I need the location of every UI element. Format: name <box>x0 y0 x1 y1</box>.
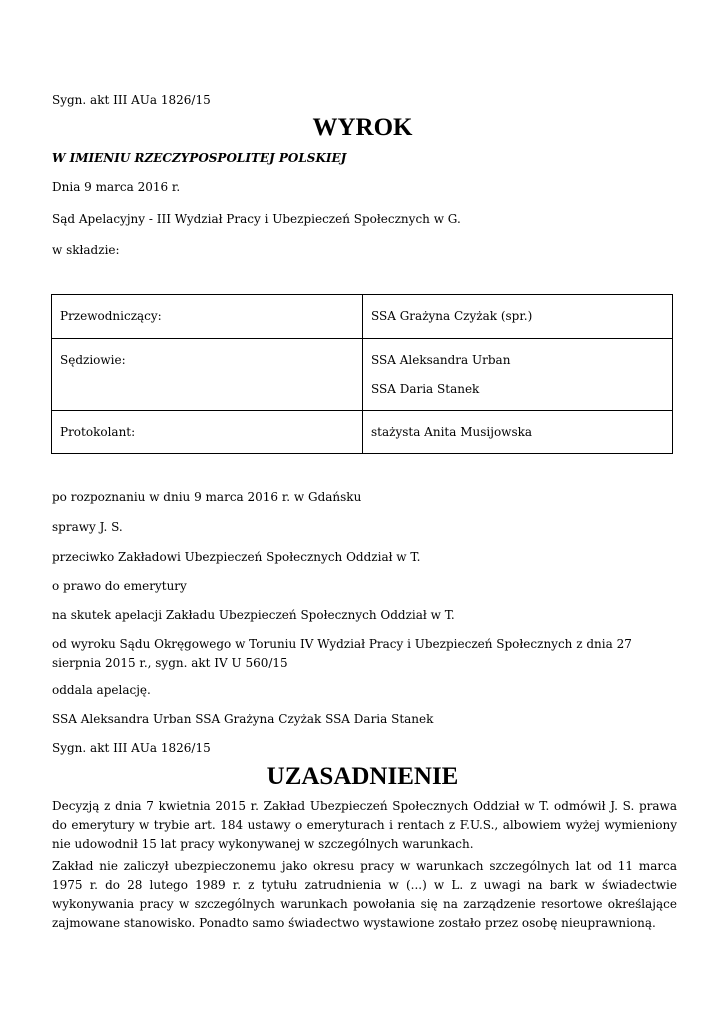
judges-signature-line: SSA Aleksandra Urban SSA Grażyna Czyżak SSA Daria Stanek <box>52 712 434 726</box>
judgment-title: WYROK <box>312 114 413 141</box>
member-name: SSA Grażyna Czyżak (spr.) <box>371 309 533 323</box>
name-cell <box>363 295 673 339</box>
case-signature-second: Sygn. akt III AUa 1826/15 <box>52 741 211 755</box>
name-cell <box>363 339 673 411</box>
case-line: sprawy J. S. <box>52 520 123 534</box>
from-judgment-line: od wyroku Sądu Okręgowego w Toruniu IV Wydział Pracy i Ubezpieczeń Społecznych z dnia 27 sierpnia 2015 r., sygn. akt IV U 560/15 <box>52 637 632 670</box>
member-name: stażysta Anita Musijowska <box>371 425 533 439</box>
composition-intro: w składzie: <box>52 243 120 257</box>
date-line: Dnia 9 marca 2016 r. <box>52 180 181 194</box>
role-cell <box>52 339 363 411</box>
hearing-line: po rozpoznaniu w dniu 9 marca 2016 r. w Gdańsku <box>52 490 362 504</box>
justification-title: UZASADNIENIE <box>266 763 459 790</box>
appeal-line: na skutek apelacji Zakładu Ubezpieczeń Społecznych Oddział w T. <box>52 608 455 622</box>
judgment-subtitle: W IMIENIU RZECZYPOSPOLITEJ POLSKIEJ <box>52 151 347 165</box>
table-row <box>52 411 673 454</box>
justification-paragraph: Decyzją z dnia 7 kwietnia 2015 r. Zakład Ubezpieczeń Społecznych Oddział w T. odmówił J. S. prawa do emerytury w trybie art. 184 ustawy o emeryturach i rentach z F.U.S., albowiem wyżej wymieniony nie udowodnił 15 lat pracy wykonywanej w szczególnych warunkach. <box>52 799 677 851</box>
justification-paragraph: Zakład nie zaliczył ubezpieczonemu jako okresu pracy w warunkach szczególnych lat od 11 marca 1975 r. do 28 lutego 1989 r. z tytułu zatrudnienia w (...) w L. z uwagi na bark w świadectwie wykonywania pracy w szczególnych warunkach powołania się na zarządzenie resortowe określające zajmowane stanowisko. Ponadto samo świadectwo wystawione zostało przez osobę nieuprawnioną. <box>52 859 677 930</box>
name-cell <box>363 411 673 454</box>
ruling-line: oddala apelację. <box>52 683 151 697</box>
table-row <box>52 339 673 411</box>
role-label: Przewodniczący: <box>60 309 162 323</box>
composition-table <box>51 294 673 454</box>
member-name: SSA Daria Stanek <box>371 382 480 396</box>
role-cell <box>52 295 363 339</box>
member-name: SSA Aleksandra Urban <box>371 353 511 367</box>
role-label: Protokolant: <box>60 425 136 439</box>
court-line: Sąd Apelacyjny - III Wydział Pracy i Ubezpieczeń Społecznych w G. <box>52 212 461 226</box>
role-label: Sędziowie: <box>60 353 126 367</box>
case-signature-top: Sygn. akt III AUa 1826/15 <box>52 93 211 107</box>
subject-line: o prawo do emerytury <box>52 579 187 593</box>
table-row <box>52 295 673 339</box>
role-cell <box>52 411 363 454</box>
against-line: przeciwko Zakładowi Ubezpieczeń Społecznych Oddział w T. <box>52 550 421 564</box>
